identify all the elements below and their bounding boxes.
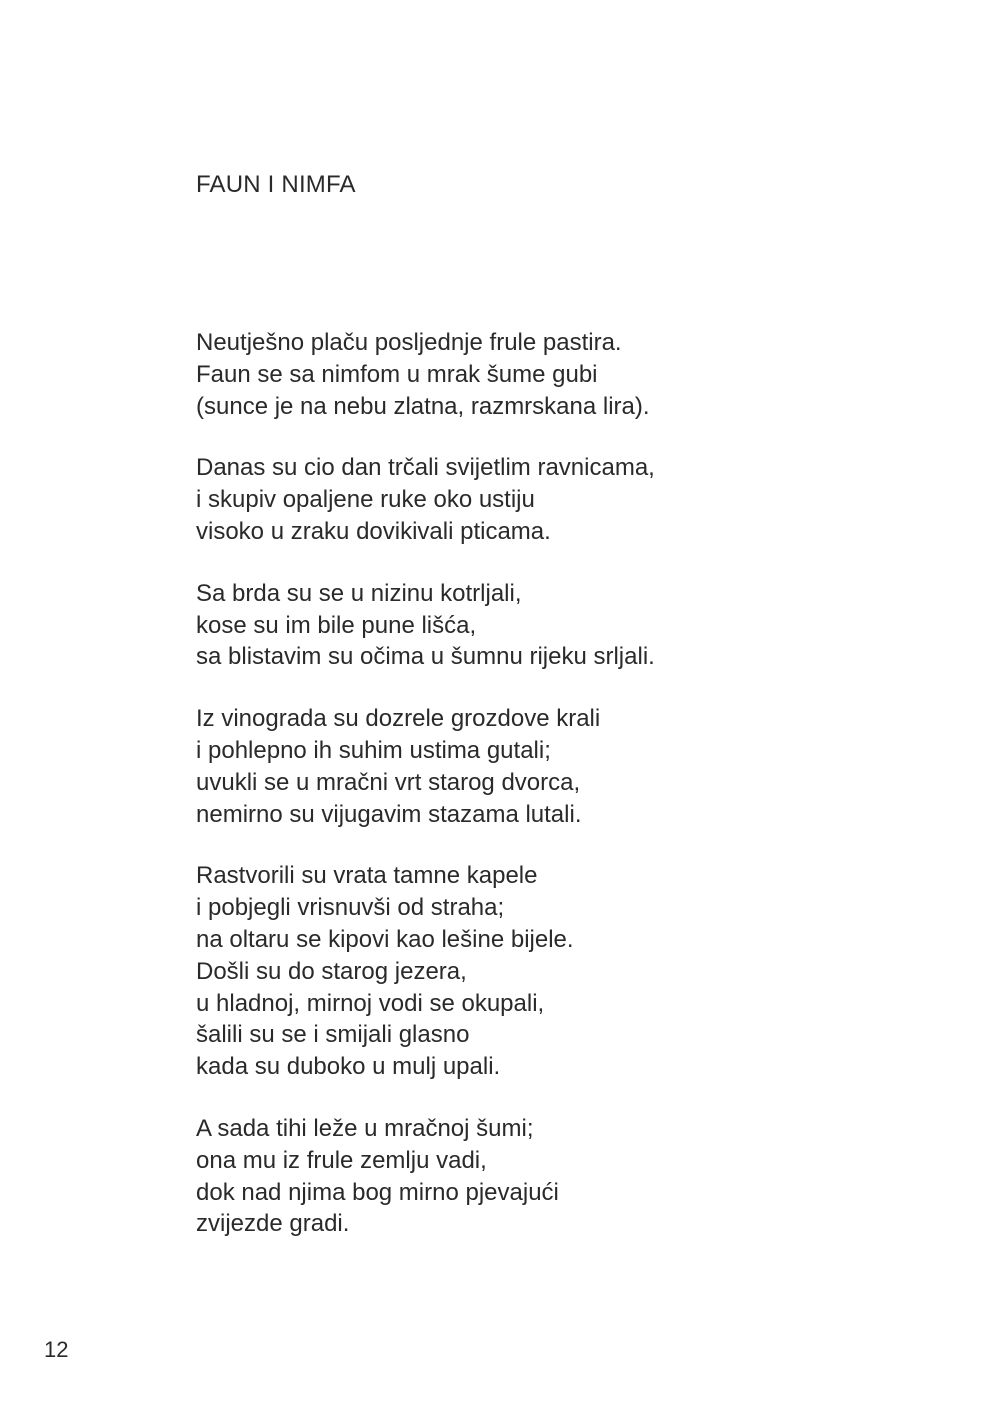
poem-line: Danas su cio dan trčali svijetlim ravnicama, (196, 454, 655, 482)
poem-line: A sada tihi leže u mračnoj šumi; (196, 1114, 534, 1142)
poem-line: zvijezde gradi. (196, 1210, 350, 1238)
stanza (196, 703, 836, 830)
poem-line: ona mu iz frule zemlju vadi, (196, 1146, 487, 1174)
poem-title: FAUN I NIMFA (196, 171, 356, 198)
poem-line: sa blistavim su očima u šumnu rijeku srljali. (196, 643, 655, 671)
poem-line: Faun se sa nimfom u mrak šume gubi (196, 360, 598, 388)
poem-line: Neutješno plaču posljednje frule pastira. (196, 329, 622, 356)
poem-line: Došli su do starog jezera, (196, 957, 467, 985)
poem-line: u hladnoj, mirnoj vodi se okupali, (196, 989, 545, 1017)
poem-line: uvukli se u mračni vrt starog dvorca, (196, 768, 581, 796)
stanza (196, 578, 836, 673)
poem-line: na oltaru se kipovi kao lešine bijele. (196, 925, 574, 953)
poem-line: nemirno su vijugavim stazama lutali. (196, 800, 582, 828)
stanza (196, 860, 836, 1083)
poem-line: šalili su se i smijali glasno (196, 1021, 470, 1049)
poem-body (196, 327, 836, 1270)
stanza (196, 327, 836, 422)
poem-line: Iz vinograda su dozrele grozdove krali (196, 705, 601, 733)
poem-line: visoko u zraku dovikivali pticama. (196, 517, 551, 545)
poem-line: Rastvorili su vrata tamne kapele (196, 862, 538, 890)
poem-line: kose su im bile pune lišća, (196, 611, 477, 639)
stanza (196, 1113, 836, 1240)
stanza (196, 452, 836, 547)
poem-line: i skupiv opaljene ruke oko ustiju (196, 486, 535, 514)
poem-line: i pobjegli vrisnuvši od straha; (196, 894, 505, 922)
poem-line: Sa brda su se u nizinu kotrljali, (196, 579, 522, 607)
poem-line: dok nad njima bog mirno pjevajući (196, 1178, 559, 1206)
poem-line: (sunce je na nebu zlatna, razmrskana lira). (196, 392, 650, 420)
page-number: 12 (44, 1337, 69, 1362)
poem-line: i pohlepno ih suhim ustima gutali; (196, 736, 551, 764)
poem-line: kada su duboko u mulj upali. (196, 1053, 501, 1081)
